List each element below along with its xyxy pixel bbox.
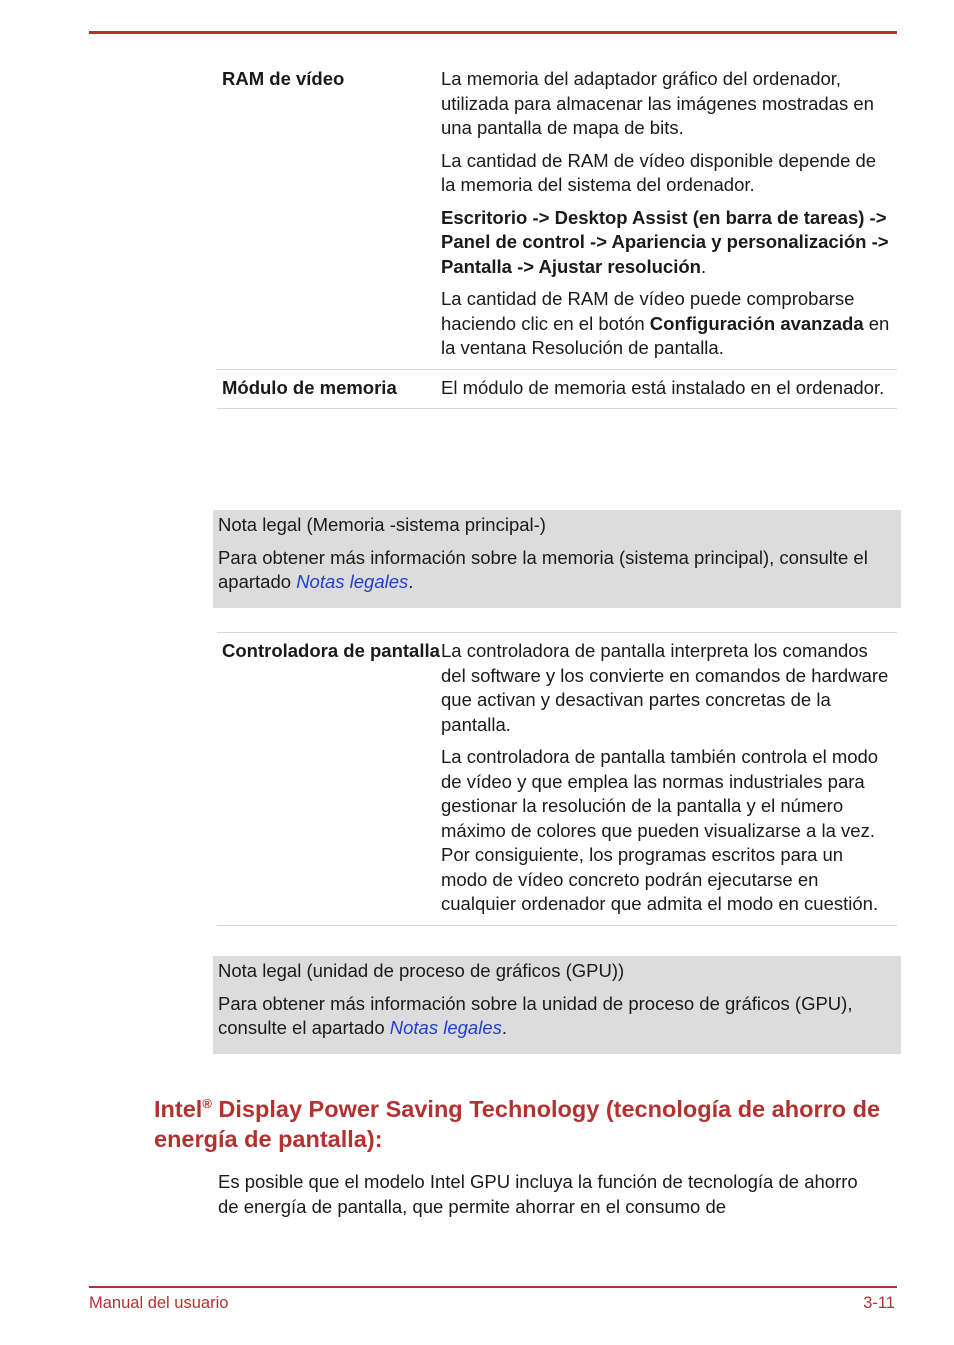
paragraph: La cantidad de RAM de vídeo disponible depende de la memoria del sistema del ordenador.: [441, 149, 877, 195]
menu-path: Escritorio -> Desktop Assist (en barra de tareas) -> Panel de control -> Apariencia y personalización -> Pantalla -> Ajustar resolución.: [441, 206, 889, 277]
header-rule: [89, 31, 897, 34]
note-text: Para obtener más información sobre la memoria (sistema principal), consulte el apartado Notas legales.: [218, 546, 868, 592]
term-memory-module: Módulo de memoria: [222, 376, 397, 398]
legal-notes-link[interactable]: Notas legales: [389, 1017, 502, 1038]
table-row: [217, 61, 897, 370]
note-title: Nota legal (unidad de proceso de gráficos (GPU)): [218, 960, 625, 981]
legal-notes-link[interactable]: Notas legales: [296, 571, 409, 592]
section-heading: Intel® Display Power Saving Technology (tecnología de ahorro de energía de pantalla):: [154, 1096, 881, 1152]
description: [441, 639, 897, 917]
paragraph: La controladora de pantalla también controla el modo de vídeo y que emplea las normas industriales para gestionar la resolución de la pantalla y el número máximo de colores que pueden visualizarse a la vez. Por consiguiente, los programas escritos para un modo de vídeo concreto podrán ejecutarse en cualquier ordenador que admita el modo en cuestión.: [441, 746, 879, 914]
page-number: 3-11: [863, 1294, 895, 1312]
note-title: Nota legal (Memoria -sistema principal-): [218, 514, 546, 535]
spec-table-memory: [217, 61, 897, 409]
advanced-config-label: Configuración avanzada: [649, 312, 864, 334]
menu-path-bold: Escritorio -> Desktop Assist (en barra de tareas) -> Panel de control -> Apariencia y personalización -> Pantalla -> Ajustar resolución: [441, 206, 889, 277]
paragraph: La memoria del adaptador gráfico del ordenador, utilizada para almacenar las imágenes mostradas en una pantalla de mapa de bits.: [441, 68, 874, 138]
spec-table-display: [217, 632, 897, 926]
legal-note-memory: [213, 510, 901, 608]
description: [441, 376, 897, 401]
legal-note-gpu: [213, 956, 901, 1054]
paragraph: La cantidad de RAM de vídeo puede comprobarse haciendo clic en el botón Configuración avanzada en la ventana Resolución de pantalla.: [441, 288, 890, 358]
registered-mark: ®: [202, 1096, 212, 1112]
footer-rule: [89, 1286, 897, 1288]
paragraph: El módulo de memoria está instalado en el ordenador.: [441, 376, 885, 398]
table-row: [217, 370, 897, 410]
section-body: Es posible que el modelo Intel GPU incluya la función de tecnología de ahorro de energía de pantalla, que permite ahorrar en el consumo de: [218, 1171, 858, 1217]
footer-manual-title: Manual del usuario: [89, 1294, 229, 1312]
term-display-controller: Controladora de pantalla: [222, 640, 440, 661]
description: [441, 67, 897, 361]
term-video-ram: RAM de vídeo: [222, 68, 345, 89]
paragraph: La controladora de pantalla interpreta los comandos del software y los convierte en comandos de hardware que activan y desactivan partes concretas de la pantalla.: [441, 640, 889, 735]
note-text: Para obtener más información sobre la unidad de proceso de gráficos (GPU), consulte el apartado Notas legales.: [218, 992, 853, 1038]
table-row: [217, 632, 897, 926]
